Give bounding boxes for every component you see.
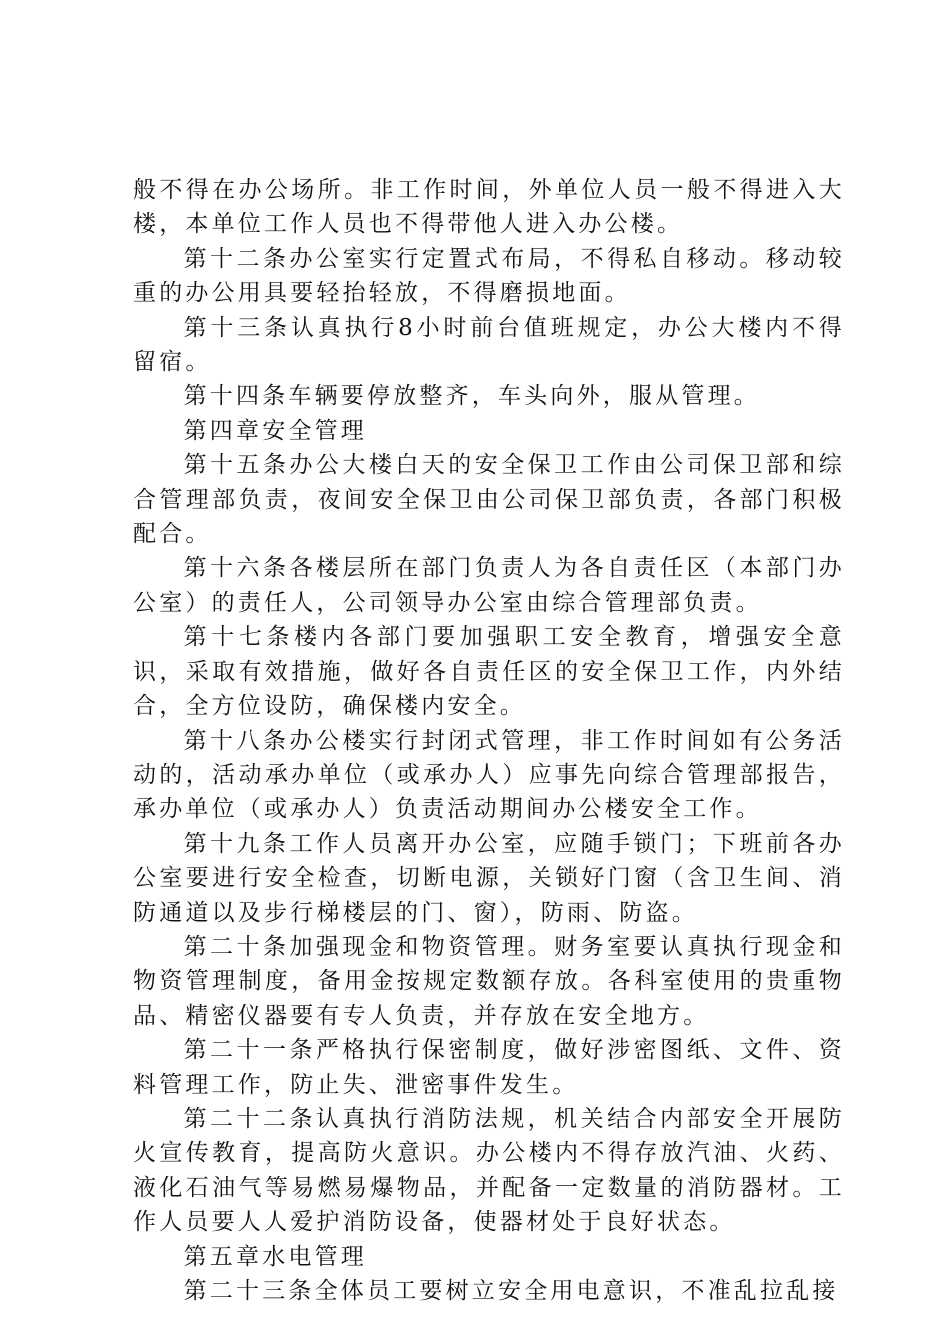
- article-22: 第二十二条认真执行消防法规，机关结合内部安全开展防火宣传教育，提高防火意识。办公楼内不得存放汽油、火药、液化石油气等易燃易爆物品，并配备一定数量的消防器材。工作人员要人人爱护消防设备，使器材处于良好状态。: [133, 1105, 845, 1236]
- article-18: 第十八条办公楼实行封闭式管理，非工作时间如有公务活动的，活动承办单位（或承办人）应事先向综合管理部报告，承办单位（或承办人）负责活动期间办公楼安全工作。: [133, 727, 845, 823]
- paragraph-continuation: 般不得在办公场所。非工作时间，外单位人员一般不得进入大楼，本单位工作人员也不得带他人进入办公楼。: [133, 177, 845, 238]
- article-21: 第二十一条严格执行保密制度，做好涉密图纸、文件、资料管理工作，防止失、泄密事件发生。: [133, 1037, 845, 1098]
- document-body: [133, 173, 845, 1308]
- article-17: 第十七条楼内各部门要加强职工安全教育，增强安全意识，采取有效措施，做好各自责任区的安全保卫工作，内外结合，全方位设防，确保楼内安全。: [133, 624, 845, 720]
- article-23: 第二十三条全体员工要树立安全用电意识，不准乱拉乱接: [183, 1278, 839, 1304]
- chapter-4-heading: 第四章安全管理: [183, 417, 367, 444]
- article-14: 第十四条车辆要停放整齐，车头向外，服从管理。: [183, 383, 760, 410]
- article-13: 第十三条认真执行8小时前台值班规定，办公大楼内不得留宿。: [133, 314, 845, 376]
- article-20: 第二十条加强现金和物资管理。财务室要认真执行现金和物资管理制度，备用金按规定数额存放。各科室使用的贵重物品、精密仪器要有专人负责，并存放在安全地方。: [133, 933, 845, 1029]
- article-19: 第十九条工作人员离开办公室，应随手锁门；下班前各办公室要进行安全检查，切断电源，关锁好门窗（含卫生间、消防通道以及步行梯楼层的门、窗），防雨、防盗。: [133, 830, 845, 926]
- article-12: 第十二条办公室实行定置式布局，不得私自移动。移动较重的办公用具要轻抬轻放，不得磨损地面。: [133, 245, 845, 307]
- chapter-5-heading: 第五章水电管理: [183, 1243, 367, 1270]
- article-15: 第十五条办公大楼白天的安全保卫工作由公司保卫部和综合管理部负责，夜间安全保卫由公司保卫部负责，各部门积极配合。: [133, 452, 845, 548]
- article-16: 第十六条各楼层所在部门负责人为各自责任区（本部门办公室）的责任人，公司领导办公室由综合管理部负责。: [133, 555, 845, 616]
